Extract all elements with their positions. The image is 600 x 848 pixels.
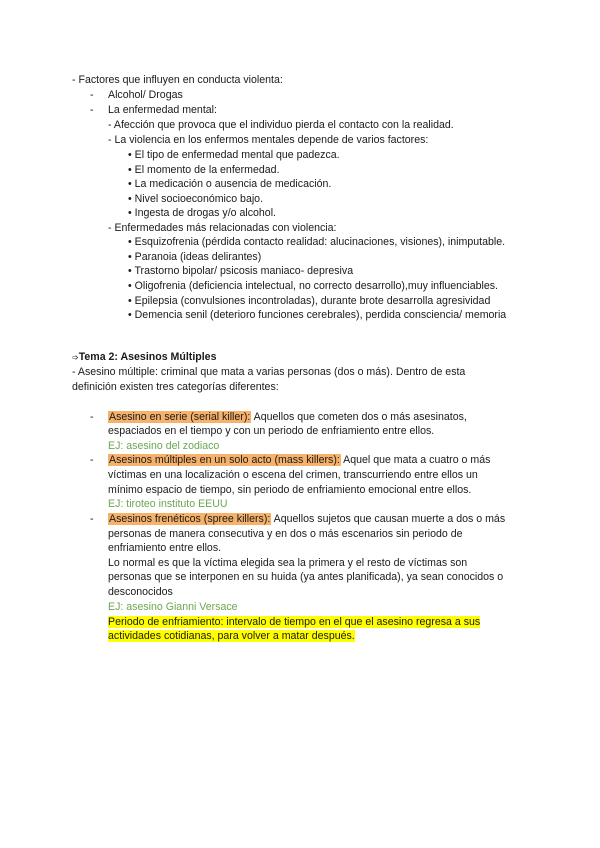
dash-marker: - <box>90 104 94 116</box>
category-spree-line <box>108 512 505 526</box>
category-text: Aquellos sujetos que causan muerte a dos o más <box>271 513 506 525</box>
dash-marker: - <box>90 89 94 101</box>
dash-marker: - <box>90 513 94 525</box>
example-text: EJ: asesino del zodiaco <box>108 440 220 452</box>
definition-line <box>108 629 355 643</box>
intro-line: - Asesino múltiple: criminal que mata a varias personas (dos o más). Dentro de esta <box>72 366 466 378</box>
arrow-icon: ➩ <box>72 353 79 362</box>
factor-item: • Nivel socioeconómico bajo. <box>128 193 264 205</box>
category-mass-line <box>108 453 490 467</box>
example-text: EJ: tiroteo instituto EEUU <box>108 498 228 510</box>
category-serial-line <box>108 410 467 424</box>
factor-item: • El momento de la enfermedad. <box>128 164 280 176</box>
definition-text: Periodo de enfriamiento: intervalo de tiempo en el que el asesino regresa a sus <box>108 616 481 628</box>
category-label-mass: Asesinos múltiples en un solo acto (mass killers): <box>109 454 340 466</box>
intro-line: definición existen tres categorías diferentes: <box>72 381 279 393</box>
category-text: desconocidos <box>108 586 173 598</box>
disease-item: • Paranoia (ideas delirantes) <box>128 251 262 263</box>
dash-marker: - <box>90 411 94 423</box>
category-label-spree: Asesinos frenéticos (spree killers): <box>109 513 271 525</box>
factor-item: • La medicación o ausencia de medicación. <box>128 178 332 190</box>
category-text: espaciados en el tiempo y con un periodo de enfriamiento entre ellos. <box>108 425 435 437</box>
category-text: Aquel que mata a cuatro o más <box>340 454 491 466</box>
definition-line <box>108 615 480 629</box>
section-title: - Factores que influyen en conducta violenta: <box>72 74 283 86</box>
section-heading <box>72 350 216 365</box>
factor-item: • El tipo de enfermedad mental que padezca. <box>128 149 340 161</box>
disease-item: • Trastorno bipolar/ psicosis maniaco- depresiva <box>128 265 354 277</box>
dash-marker: - <box>90 454 94 466</box>
definition-text: actividades cotidianas, para volver a matar después. <box>108 630 355 642</box>
factor-item: • Ingesta de drogas y/o alcohol. <box>128 207 276 219</box>
category-text: personas que se interponen en su huida (ya antes planificada), ya sean conocidos o <box>108 571 504 583</box>
heading-text: Tema 2: Asesinos Múltiples <box>78 351 217 363</box>
category-text: personas de manera consecutiva y en dos o más escenarios sin periodo de <box>108 528 463 540</box>
category-text: Lo normal es que la víctima elegida sea la primera y el resto de víctimas son <box>108 557 468 569</box>
afeccion-text: - Afección que provoca que el individuo pierda el contacto con la realidad. <box>108 119 454 131</box>
category-text: Aquellos que cometen dos o más asesinatos, <box>251 411 467 423</box>
disease-item: • Epilepsia (convulsiones incontroladas), durante brote desarrolla agresividad <box>128 295 491 307</box>
category-text: enfriamiento entre ellos. <box>108 542 222 554</box>
list-item-alcohol: Alcohol/ Drogas <box>108 89 183 101</box>
disease-item: • Demencia senil (deterioro funciones cerebrales), perdida consciencia/ memoria <box>128 309 507 321</box>
violencia-text: - La violencia en los enfermos mentales depende de varios factores: <box>108 134 429 146</box>
example-text: EJ: asesino Gianni Versace <box>108 601 238 613</box>
category-label-serial: Asesino en serie (serial killer): <box>109 411 251 423</box>
disease-item: • Esquizofrenia (pérdida contacto realidad: alucinaciones, visiones), inimputable. <box>128 236 506 248</box>
list-item-mental: La enfermedad mental: <box>108 104 217 116</box>
enfermedades-text: - Enfermedades más relacionadas con violencia: <box>108 222 337 234</box>
category-text: víctimas en una localización o escena del crimen, transcurriendo entre ellos un <box>108 469 478 481</box>
category-text: mínimo espacio de tiempo, sin periodo de enfriamiento emocional entre ellos. <box>108 484 472 496</box>
disease-item: • Oligofrenia (deficiencia intelectual, no correcto desarrollo),muy influenciables. <box>128 280 498 292</box>
